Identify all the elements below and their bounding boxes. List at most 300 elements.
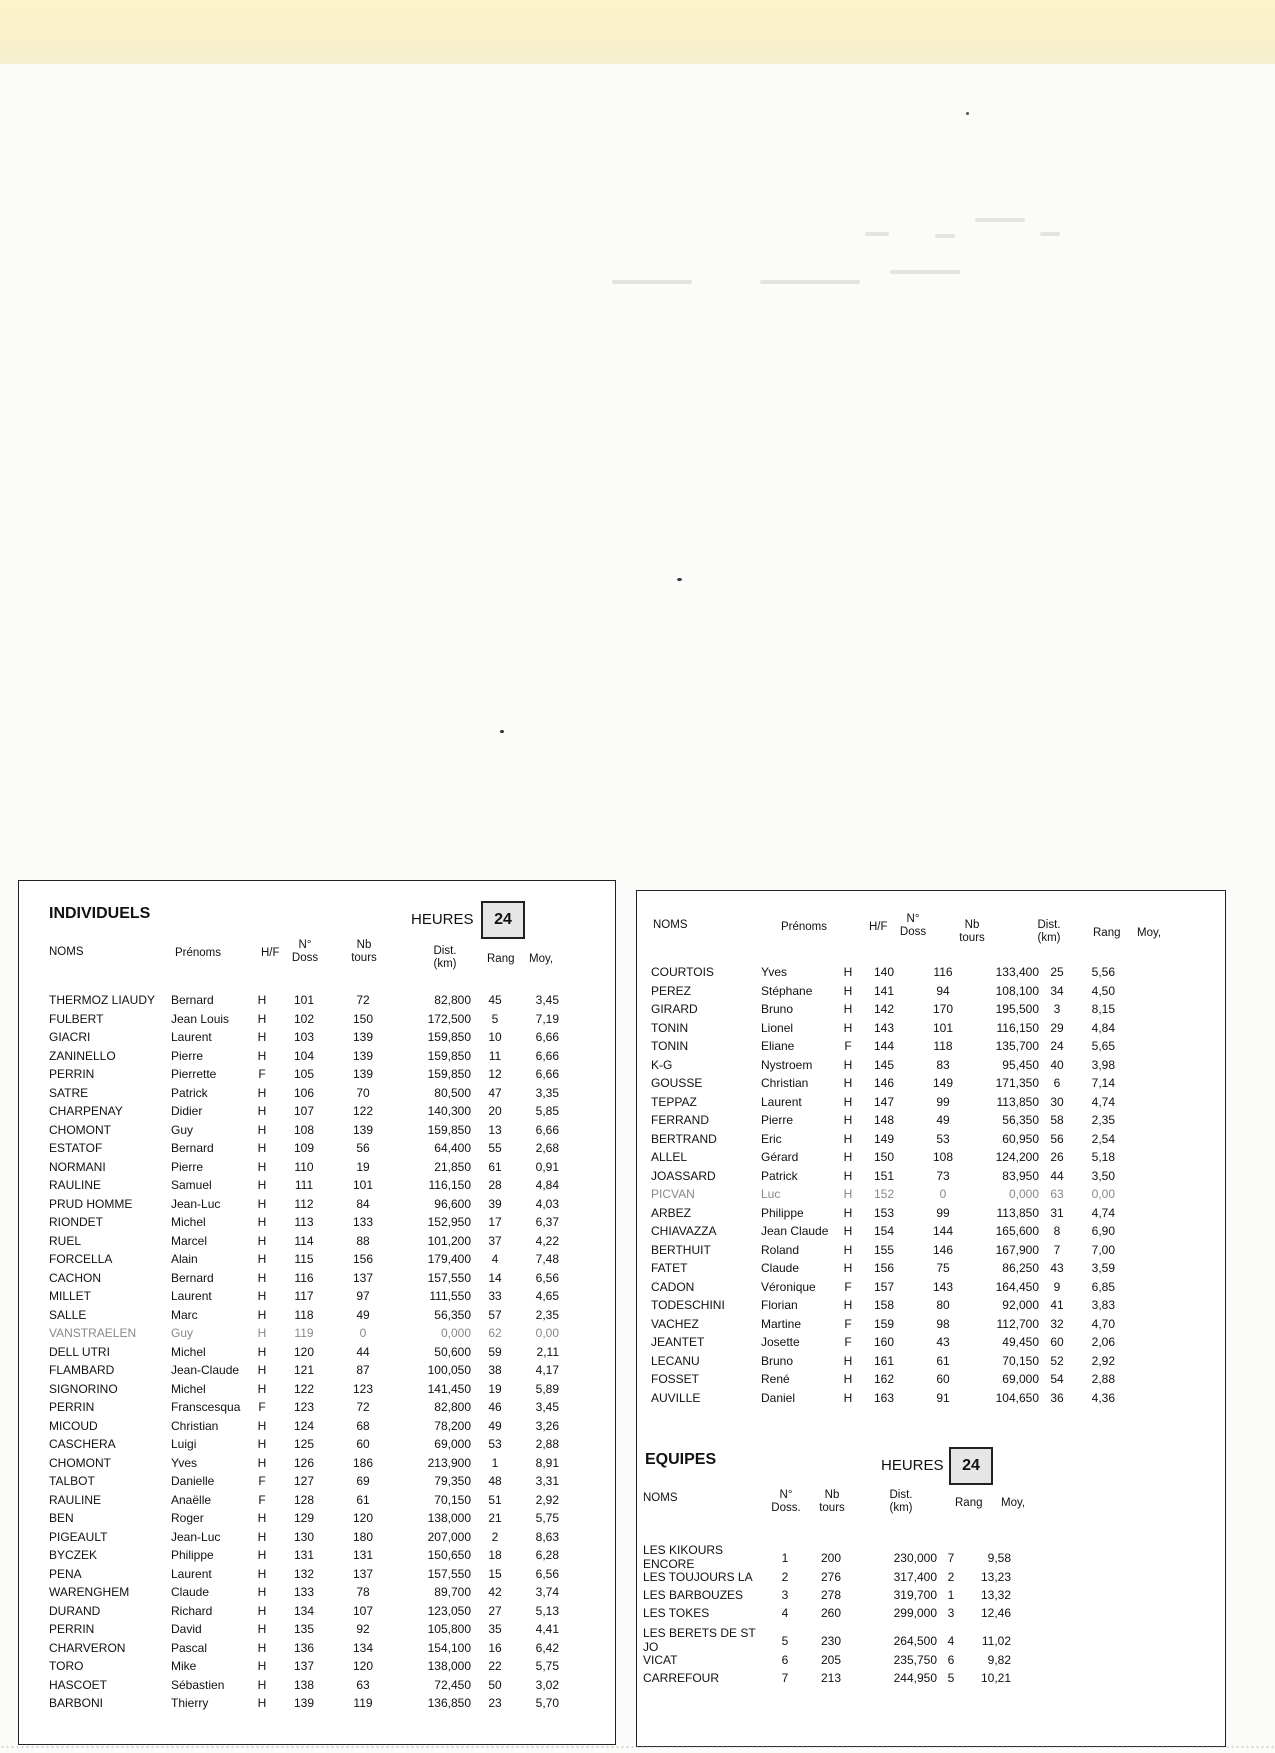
cell-prenom: Daniel [761, 1390, 796, 1405]
cell-rang: 38 [488, 1363, 502, 1377]
cell-distance: 79,350 [434, 1474, 471, 1488]
cell-moyenne: 6,28 [535, 1548, 559, 1562]
cell-prenom: Richard [171, 1603, 213, 1618]
cell-dossard: 154 [873, 1224, 895, 1238]
cell-hf: H [257, 1159, 267, 1174]
cell-nom: MILLET [49, 1289, 92, 1303]
cell-nom: PERRIN [49, 1400, 95, 1414]
cell-tours: 230 [820, 1634, 842, 1648]
cell-moyenne: 7,00 [1091, 1242, 1115, 1257]
cell-prenom: Nystroem [761, 1057, 813, 1072]
cell-tours: 180 [352, 1529, 374, 1544]
header-tours: Nb tours [351, 939, 377, 964]
table-row [637, 1037, 1225, 1055]
cell-dossard: 108 [293, 1122, 315, 1137]
cell-rang: 62 [488, 1326, 502, 1340]
cell-hf: H [843, 1150, 853, 1164]
cell-nom: LES BARBOUZES [643, 1588, 744, 1602]
cell-rang: 10 [488, 1030, 502, 1044]
cell-dossard: 149 [873, 1131, 895, 1146]
table-row [19, 1065, 615, 1083]
cell-moyenne: 3,50 [1091, 1168, 1115, 1183]
cell-prenom: Alain [171, 1252, 198, 1266]
cell-moyenne: 3,02 [535, 1677, 559, 1692]
cell-distance: 140,300 [427, 1104, 471, 1118]
cell-rang: 63 [1050, 1187, 1064, 1201]
cell-dossard: 101 [293, 993, 315, 1007]
heures-label: HEURES [411, 911, 474, 928]
table-row [19, 1213, 615, 1231]
cell-rang: 3 [947, 1606, 955, 1620]
cell-moyenne: 5,18 [1091, 1150, 1115, 1164]
cell-tours: 134 [352, 1640, 374, 1655]
cell-rang: 37 [488, 1233, 502, 1248]
cell-hf: H [257, 1196, 267, 1211]
cell-dossard: 147 [873, 1094, 895, 1109]
cell-tours: 260 [820, 1606, 842, 1620]
cell-hf: H [257, 1104, 267, 1118]
cell-moyenne: 5,56 [1091, 965, 1115, 979]
cell-tours: 116 [933, 965, 953, 979]
cell-distance: 123,050 [427, 1603, 471, 1618]
cell-tours: 137 [352, 1566, 374, 1581]
cell-distance: 264,500 [893, 1634, 937, 1648]
header-hf-right: H/F [869, 921, 888, 933]
cell-prenom: Claude [171, 1585, 210, 1599]
cell-prenom: Bruno [761, 1353, 794, 1368]
cell-rang: 1 [947, 1588, 955, 1602]
cell-dossard: 109 [293, 1141, 315, 1155]
cell-rang: 17 [488, 1215, 502, 1229]
cell-rang: 53 [488, 1437, 502, 1451]
cell-nom: CACHON [49, 1270, 102, 1285]
cell-tours: 149 [932, 1076, 954, 1090]
cell-tours: 61 [356, 1492, 370, 1507]
cell-nom: ESTATOF [49, 1141, 103, 1155]
cell-moyenne: 9,82 [987, 1653, 1011, 1667]
yellowed-top-strip [0, 0, 1275, 64]
cell-prenom: Véronique [761, 1279, 816, 1294]
table-row [19, 1417, 615, 1435]
cell-tours: 75 [936, 1261, 950, 1275]
cell-nom: SIGNORINO [49, 1381, 118, 1396]
cell-distance: 159,850 [427, 1048, 471, 1063]
equipes-title: EQUIPES [645, 1451, 717, 1468]
cell-distance: 69,000 [434, 1437, 471, 1451]
cell-prenom: Bernard [171, 1270, 214, 1285]
cell-hf: H [843, 1187, 853, 1201]
cell-moyenne: 5,13 [535, 1603, 559, 1618]
cell-dossard: 121 [293, 1363, 315, 1377]
scan-edge-dots [0, 1745, 1275, 1749]
table-row [637, 1130, 1225, 1148]
cell-tours: 0 [939, 1187, 947, 1201]
cell-hf: H [257, 1529, 267, 1544]
cell-tours: 170 [932, 1002, 954, 1016]
cell-hf: H [257, 1011, 267, 1026]
cell-hf: H [257, 1437, 267, 1451]
cell-prenom: Didier [171, 1104, 203, 1118]
cell-nom: PIGEAULT [49, 1529, 108, 1544]
cell-nom: FORCELLA [49, 1252, 113, 1266]
cell-rang: 3 [1053, 1002, 1061, 1016]
cell-tours: 99 [936, 1094, 950, 1109]
table-row [19, 1121, 615, 1139]
cell-tours: 87 [356, 1363, 370, 1377]
cell-hf: H [257, 1326, 267, 1340]
cell-prenom: Samuel [171, 1178, 212, 1192]
cell-dossard: 103 [293, 1030, 315, 1044]
cell-moyenne: 6,37 [535, 1215, 559, 1229]
cell-rang: 4 [491, 1252, 499, 1266]
header-dossard: N° Doss [291, 939, 319, 964]
scan-smear [760, 280, 860, 284]
cell-rang: 52 [1050, 1353, 1064, 1368]
cell-hf: H [257, 1048, 267, 1063]
cell-prenom: Florian [761, 1298, 798, 1312]
cell-tours: 200 [820, 1551, 842, 1565]
cell-dossard: 143 [873, 1020, 895, 1035]
table-row [19, 1361, 615, 1379]
cell-prenom: Pierrette [171, 1067, 217, 1081]
cell-tours: 119 [353, 1696, 373, 1710]
cell-tours: 56 [356, 1141, 370, 1155]
cell-moyenne: 7,48 [535, 1252, 559, 1266]
cell-hf: H [257, 1455, 267, 1470]
cell-distance: 159,850 [427, 1067, 471, 1081]
cell-prenom: Franscesqua [171, 1400, 241, 1414]
cell-distance: 317,400 [893, 1570, 937, 1584]
cell-rang: 29 [1050, 1020, 1064, 1035]
cell-tours: 72 [356, 993, 370, 1007]
table-row [19, 1583, 615, 1601]
cell-distance: 150,650 [427, 1548, 471, 1562]
cell-dossard: 113 [294, 1215, 314, 1229]
cell-tours: 213 [820, 1671, 842, 1685]
cell-dossard: 140 [873, 965, 895, 979]
cell-hf: H [257, 1030, 267, 1044]
cell-rang: 49 [488, 1418, 502, 1433]
cell-nom: JOASSARD [651, 1168, 716, 1183]
cell-nom: CHOMONT [49, 1455, 111, 1470]
cell-hf: H [257, 1233, 267, 1248]
cell-hf: H [257, 1270, 267, 1285]
cell-distance: 112,700 [996, 1316, 1039, 1331]
cell-tours: 139 [352, 1122, 374, 1137]
cell-distance: 179,400 [427, 1252, 471, 1266]
cell-prenom: Philippe [761, 1205, 804, 1220]
cell-hf: H [257, 1122, 267, 1137]
cell-rang: 56 [1050, 1131, 1064, 1146]
cell-prenom: Marcel [171, 1233, 208, 1248]
cell-tours: 83 [936, 1057, 950, 1072]
cell-tours: 143 [932, 1279, 954, 1294]
table-row [19, 1546, 615, 1564]
cell-hf: F [258, 1400, 266, 1414]
cell-hf: H [843, 1002, 853, 1016]
table-row [19, 1232, 615, 1250]
cell-dossard: 135 [293, 1622, 315, 1636]
cell-distance: 195,500 [995, 1002, 1039, 1016]
cell-nom: RIONDET [49, 1215, 103, 1229]
cell-tours: 150 [352, 1011, 374, 1026]
cell-dossard: 137 [293, 1659, 315, 1673]
cell-nom: RAULINE [49, 1178, 102, 1192]
table-row [637, 1148, 1225, 1166]
cell-rang: 55 [488, 1141, 502, 1155]
cell-hf: H [257, 1548, 267, 1562]
cell-nom: VACHEZ [651, 1316, 699, 1331]
cell-rang: 32 [1050, 1316, 1064, 1331]
cell-tours: 133 [352, 1215, 374, 1229]
cell-moyenne: 4,84 [535, 1178, 559, 1192]
cell-dossard: 119 [294, 1326, 314, 1340]
cell-nom: FLAMBARD [49, 1363, 115, 1377]
cell-dossard: 159 [873, 1316, 895, 1331]
table-row [637, 1389, 1225, 1407]
cell-moyenne: 4,03 [535, 1196, 559, 1211]
cell-nom: CADON [651, 1279, 695, 1294]
cell-hf: H [843, 1131, 853, 1146]
cell-hf: H [257, 1289, 267, 1303]
cell-nom: ALLEL [651, 1150, 688, 1164]
cell-prenom: Bernard [171, 1141, 214, 1155]
cell-distance: 78,200 [434, 1418, 471, 1433]
table-row [637, 1352, 1225, 1370]
table-row [19, 1250, 615, 1268]
cell-rang: 48 [488, 1474, 502, 1488]
cell-distance: 116,150 [428, 1178, 471, 1192]
cell-prenom: Pierre [171, 1048, 204, 1063]
table-row [19, 1176, 615, 1194]
table-row [637, 1278, 1225, 1296]
cell-dossard: 157 [873, 1279, 895, 1294]
table-row [637, 1370, 1225, 1388]
cell-prenom: Anaëlle [171, 1492, 212, 1507]
cell-dossard: 162 [873, 1372, 895, 1386]
cell-nom: FATET [651, 1261, 688, 1275]
cell-dossard: 126 [293, 1455, 315, 1470]
cell-dossard: 6 [781, 1653, 789, 1667]
cell-moyenne: 2,35 [1091, 1113, 1115, 1127]
heures-value-box: 24 [481, 901, 525, 939]
cell-hf: H [257, 1307, 267, 1322]
cell-tours: 44 [356, 1344, 370, 1359]
cell-nom: HASCOET [49, 1677, 108, 1692]
cell-nom: ZANINELLO [49, 1048, 116, 1063]
cell-dossard: 163 [873, 1390, 895, 1405]
cell-distance: 100,050 [427, 1363, 471, 1377]
table-row [637, 1074, 1225, 1092]
equipes-heures-label: HEURES [881, 1457, 944, 1474]
cell-tours: 69 [356, 1474, 370, 1488]
cell-moyenne: 2,06 [1091, 1335, 1115, 1349]
cell-distance: 108,100 [995, 983, 1039, 998]
cell-distance: 157,550 [427, 1270, 471, 1285]
cell-nom: BYCZEK [49, 1548, 98, 1562]
cell-moyenne: 4,74 [1091, 1205, 1115, 1220]
cell-distance: 86,250 [1002, 1261, 1039, 1275]
cell-distance: 136,850 [427, 1696, 471, 1710]
cell-distance: 135,700 [995, 1039, 1039, 1053]
table-row [637, 1296, 1225, 1314]
cell-dossard: 105 [293, 1067, 315, 1081]
cell-hf: H [257, 1603, 267, 1618]
table-row [19, 1047, 615, 1065]
cell-prenom: Pierre [171, 1159, 204, 1174]
cell-rang: 7 [947, 1551, 955, 1565]
cell-tours: 131 [352, 1548, 374, 1562]
header-dossard-right: N° Doss [899, 913, 927, 938]
cell-dossard: 161 [873, 1353, 895, 1368]
cell-nom: LES BERETS DE ST JO [643, 1626, 756, 1654]
cell-prenom: Bruno [761, 1002, 794, 1016]
cell-dossard: 5 [781, 1634, 789, 1648]
table-row [19, 1324, 615, 1342]
cell-rang: 35 [488, 1622, 502, 1636]
cell-dossard: 148 [873, 1113, 895, 1127]
cell-tours: 276 [820, 1570, 842, 1584]
cell-tours: 78 [356, 1585, 370, 1599]
cell-tours: 63 [356, 1677, 370, 1692]
cell-moyenne: 6,56 [535, 1566, 559, 1581]
cell-rang: 47 [488, 1085, 502, 1100]
cell-distance: 154,100 [427, 1640, 471, 1655]
cell-rang: 19 [488, 1381, 502, 1396]
cell-dossard: 145 [873, 1057, 895, 1072]
cell-distance: 165,600 [995, 1224, 1039, 1238]
cell-prenom: Christian [171, 1418, 219, 1433]
cell-rang: 46 [488, 1400, 502, 1414]
cell-nom: BARBONI [49, 1696, 104, 1710]
cell-prenom: Bernard [171, 993, 214, 1007]
cell-tours: 120 [352, 1511, 374, 1525]
cell-nom: TONIN [651, 1039, 689, 1053]
cell-prenom: Roland [761, 1242, 800, 1257]
cell-nom: THERMOZ LIAUDY [49, 993, 156, 1007]
cell-rang: 57 [488, 1307, 502, 1322]
table-row [19, 1602, 615, 1620]
cell-moyenne: 5,65 [1091, 1039, 1115, 1053]
cell-prenom: Yves [171, 1455, 198, 1470]
cell-distance: 0,000 [440, 1326, 471, 1340]
cell-moyenne: 2,92 [535, 1492, 559, 1507]
table-row [19, 1158, 615, 1176]
cell-dossard: 139 [293, 1696, 315, 1710]
cell-distance: 92,000 [1002, 1298, 1039, 1312]
cell-moyenne: 8,63 [535, 1529, 559, 1544]
cell-hf: H [843, 983, 853, 998]
cell-hf: H [843, 1020, 853, 1035]
cell-dossard: 123 [293, 1400, 315, 1414]
cell-distance: 172,500 [427, 1011, 471, 1026]
cell-distance: 70,150 [434, 1492, 471, 1507]
header-tours-right: Nb tours [959, 919, 985, 944]
cell-moyenne: 3,45 [535, 993, 559, 1007]
scan-smear [935, 234, 955, 238]
cell-moyenne: 4,17 [535, 1363, 559, 1377]
table-row [637, 963, 1225, 981]
cell-dossard: 124 [293, 1418, 315, 1433]
table-row [19, 991, 615, 1009]
cell-nom: PICVAN [651, 1187, 695, 1201]
equipes-heures-value-box: 24 [949, 1447, 993, 1485]
cell-rang: 43 [1050, 1261, 1064, 1275]
cell-prenom: Jean-Luc [171, 1529, 221, 1544]
cell-tours: 123 [352, 1381, 374, 1396]
cell-tours: 144 [932, 1224, 954, 1238]
cell-nom: ARBEZ [651, 1205, 692, 1220]
table-row [19, 1620, 615, 1638]
cell-dossard: 125 [293, 1437, 315, 1451]
cell-tours: 101 [352, 1178, 374, 1192]
cell-moyenne: 5,75 [535, 1511, 559, 1525]
cell-prenom: Patrick [761, 1168, 798, 1183]
cell-tours: 278 [820, 1588, 842, 1602]
cell-rang: 45 [488, 993, 502, 1007]
cell-rang: 34 [1050, 983, 1064, 998]
cell-nom: WARENGHEM [49, 1585, 130, 1599]
cell-nom: PRUD HOMME [49, 1196, 133, 1211]
cell-rang: 6 [1053, 1076, 1061, 1090]
cell-moyenne: 8,15 [1091, 1002, 1115, 1016]
cell-moyenne: 7,14 [1091, 1076, 1115, 1090]
cell-dossard: 151 [873, 1168, 895, 1183]
cell-rang: 2 [947, 1570, 955, 1584]
cell-nom: GIACRI [49, 1030, 91, 1044]
table-row [19, 1676, 615, 1694]
cell-hf: H [843, 1242, 853, 1257]
cell-moyenne: 0,00 [1091, 1187, 1115, 1201]
cell-prenom: Jean-Claude [171, 1363, 240, 1377]
cell-rang: 16 [488, 1640, 502, 1655]
cell-nom: K-G [651, 1057, 673, 1072]
scan-speck [500, 730, 504, 733]
cell-tours: 19 [356, 1159, 370, 1174]
cell-dossard: 128 [293, 1492, 315, 1507]
cell-rang: 11 [488, 1048, 502, 1063]
cell-distance: 157,550 [427, 1566, 471, 1581]
cell-rang: 41 [1050, 1298, 1064, 1312]
header-noms: NOMS [49, 946, 84, 958]
cell-nom: GIRARD [651, 1002, 698, 1016]
cell-prenom: Martine [761, 1316, 802, 1331]
cell-hf: H [843, 1168, 853, 1183]
cell-hf: F [844, 1335, 852, 1349]
cell-dossard: 116 [294, 1270, 314, 1285]
cell-distance: 21,850 [434, 1159, 471, 1174]
cell-prenom: René [761, 1372, 790, 1386]
cell-dossard: 142 [873, 1002, 895, 1016]
cell-hf: F [258, 1492, 266, 1507]
cell-hf: H [843, 1057, 853, 1072]
cell-moyenne: 4,74 [1091, 1094, 1115, 1109]
cell-nom: RUEL [49, 1233, 82, 1248]
cell-prenom: Eric [761, 1131, 782, 1146]
cell-dossard: 1 [781, 1551, 789, 1565]
cell-hf: H [257, 1344, 267, 1359]
table-row [19, 1010, 615, 1028]
cell-distance: 70,150 [1002, 1353, 1039, 1368]
cell-hf: H [257, 1511, 267, 1525]
cell-nom: TORO [49, 1659, 84, 1673]
cell-dossard: 114 [294, 1233, 314, 1248]
cell-dossard: 129 [293, 1511, 315, 1525]
equipes-header-noms: NOMS [643, 1492, 678, 1504]
cell-tours: 73 [936, 1168, 950, 1183]
equipes-header-rang: Rang [955, 1497, 983, 1509]
cell-distance: 124,200 [995, 1150, 1039, 1164]
